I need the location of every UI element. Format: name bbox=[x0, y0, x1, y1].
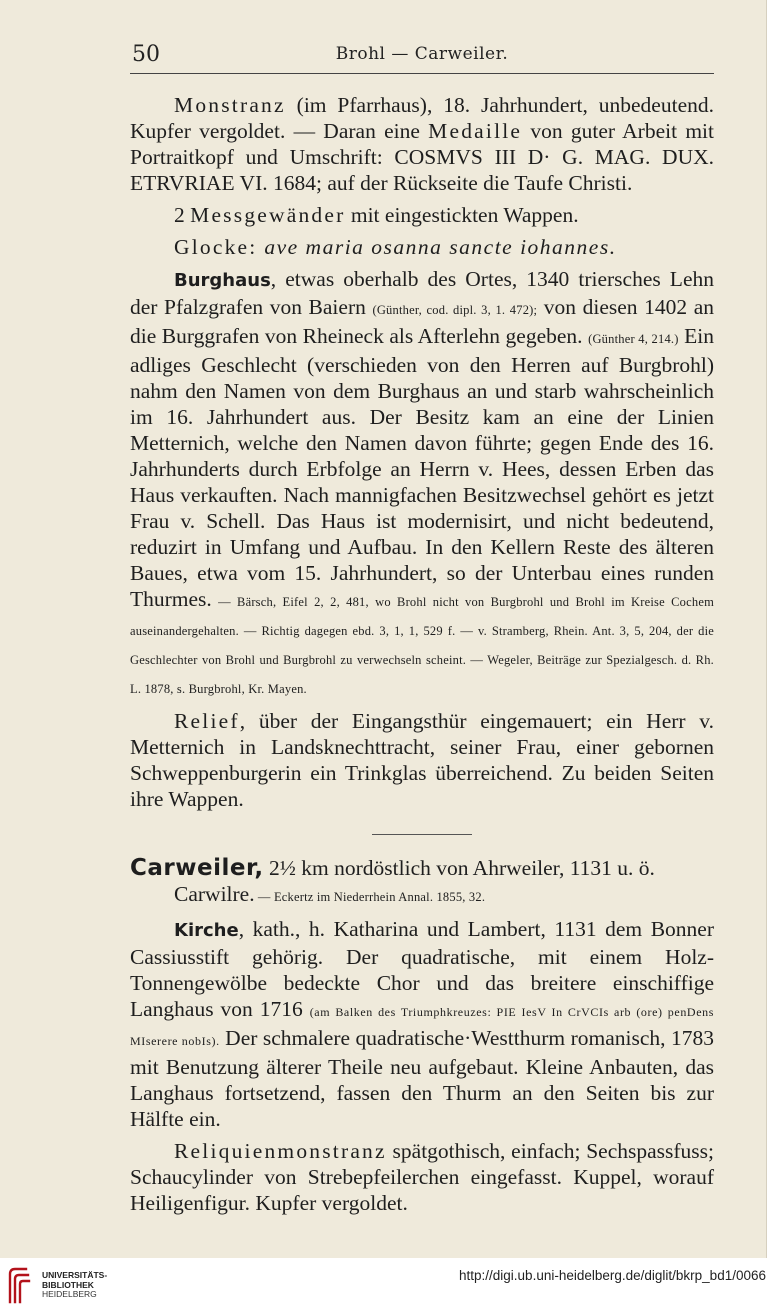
library-logo-icon bbox=[6, 1266, 32, 1306]
running-head: Brohl — Carweiler. bbox=[335, 44, 509, 64]
paragraph-glocke: Glocke: ave maria osanna sancte iohannes. bbox=[174, 235, 617, 259]
paragraph-monstranz: Monstranz (im Pfarrhaus), 18. Jahrhundert, unbedeutend. Kupfer vergoldet. — Daran eine Medaille von guter Arbeit mit Portraitkopf und Umschrift: COSMVS III D· G. MAG. DUX. ETRVRIAE VI. 1684; auf der Rückseite die Taufe Christi. bbox=[130, 93, 714, 195]
page-body bbox=[130, 92, 714, 1216]
header-rule bbox=[130, 73, 714, 74]
page-number: 50 bbox=[132, 42, 160, 67]
paragraph-reliquienmonstranz: Reliquienmonstranz spätgothisch, einfach; Sechspassfuss; Schaucylinder von Strebepfeilerchen eingefasst. Kuppel, worauf Heiligenfigur. Kupfer vergoldet. bbox=[130, 1139, 714, 1215]
heading-carweiler: Carweiler, 2½ km nordöstlich von Ahrweiler, 1131 u. ö. bbox=[130, 855, 655, 881]
paragraph-carwilre: Carwilre. — Eckertz im Niederrhein Annal. 1855, 32. bbox=[174, 882, 486, 906]
paragraph-kirche: Kirche, kath., h. Katharina und Lambert, 1131 dem Bonner Cassiusstift gehörig. Der quadratische, mit einem Holz-Tonnengewölbe bedeckte Chor und das breitere einschiffige Langhaus von 1716 (am Balken des Triumphkreuzes: PIE IesV In CrVCIs arb (ore) penDens MIserere nobIs). Der schmalere quadratische·Westthurm romanisch, 1783 mit Benutzung älterer Theile neu aufgebaut. Kleine Anbauten, das Langhaus fortsetzend, fassen den Thurm an den Seiten bis zur Hälfte ein. bbox=[130, 917, 715, 1131]
footnote-burghaus: — Bärsch, Eifel 2, 2, 481, wo Brohl nicht von Burgbrohl und Brohl im Kreise Cochem auseinandergehalten. — Richtig dagegen ebd. 3, 1, 1, 529 f. — v. Stramberg, Rhein. Ant. 3, 5, 204, der die Geschlechter von Brohl und Burgbrohl zu verwechseln scheint. — Wegeler, Beiträge zur Spezialgesch. d. Rh. L. 1878, s. Burgbrohl, Kr. Mayen. bbox=[130, 595, 714, 696]
paragraph-burghaus: Burghaus, etwas oberhalb des Ortes, 1340 triersches Lehn der Pfalzgrafen von Baiern (Günther, cod. dipl. 3, 1. 472); von diesen 1402 an die Burggrafen von Rheineck als Afterlehn gegeben. (Günther 4, 214.) Ein adliges Geschlecht (verschieden von den Herren auf Burgbrohl) nahm den Namen von dem Burghaus an und starb wahrscheinlich im 16. Jahrhundert aus. Der Besitz kam an eine der Linien Metternich, welche den Namen davon führte; gegen Ende des 16. Jahrhunderts durch Erbfolge an Herrn v. Hees, dessen Erben das Haus verkauften. Nach mannigfachen Besitzwechsel gehört es jetzt Frau v. Schell. Das Haus ist modernisirt, und nicht bedeutend, reduzirt in Umfang und Aufbau. In den Kellern Reste des älteren Baues, etwa vom 15. Jahrhundert, so der Unterbau eines runden Thurmes. — Bärsch, Eifel 2, 2, 481, wo Brohl nicht von Burgbrohl und Brohl im Kreise Cochem auseinandergehalten. — Richtig dagegen ebd. 3, 1, 1, 529 f. — v. Stramberg, Rhein. Ant. 3, 5, 204, der die Geschlechter von Brohl und Burgbrohl zu verwechseln scheint. — Wegeler, Beiträge zur Spezialgesch. d. Rh. L. 1878, s. Burgbrohl, Kr. Mayen. bbox=[130, 267, 715, 696]
paragraph-messgewaender: 2 Messgewänder mit eingestickten Wappen. bbox=[174, 203, 579, 227]
paragraph-relief: Relief, über der Eingangsthür eingemauert; ein Herr v. Metternich in Landsknechttracht, seiner Frau, einer gebornen Schweppenburgerin ein Trinkglas überreichend. Zu beiden Seiten ihre Wappen. bbox=[130, 709, 714, 811]
page-header bbox=[130, 40, 714, 72]
source-url[interactable]: http://digi.ub.uni-heidelberg.de/diglit/bkrp_bd1/0066 bbox=[459, 1268, 766, 1283]
library-name: UNIVERSITÄTS- BIBLIOTHEK HEIDELBERG bbox=[42, 1270, 108, 1299]
footer-bar bbox=[0, 1258, 774, 1314]
section-divider bbox=[372, 834, 472, 835]
